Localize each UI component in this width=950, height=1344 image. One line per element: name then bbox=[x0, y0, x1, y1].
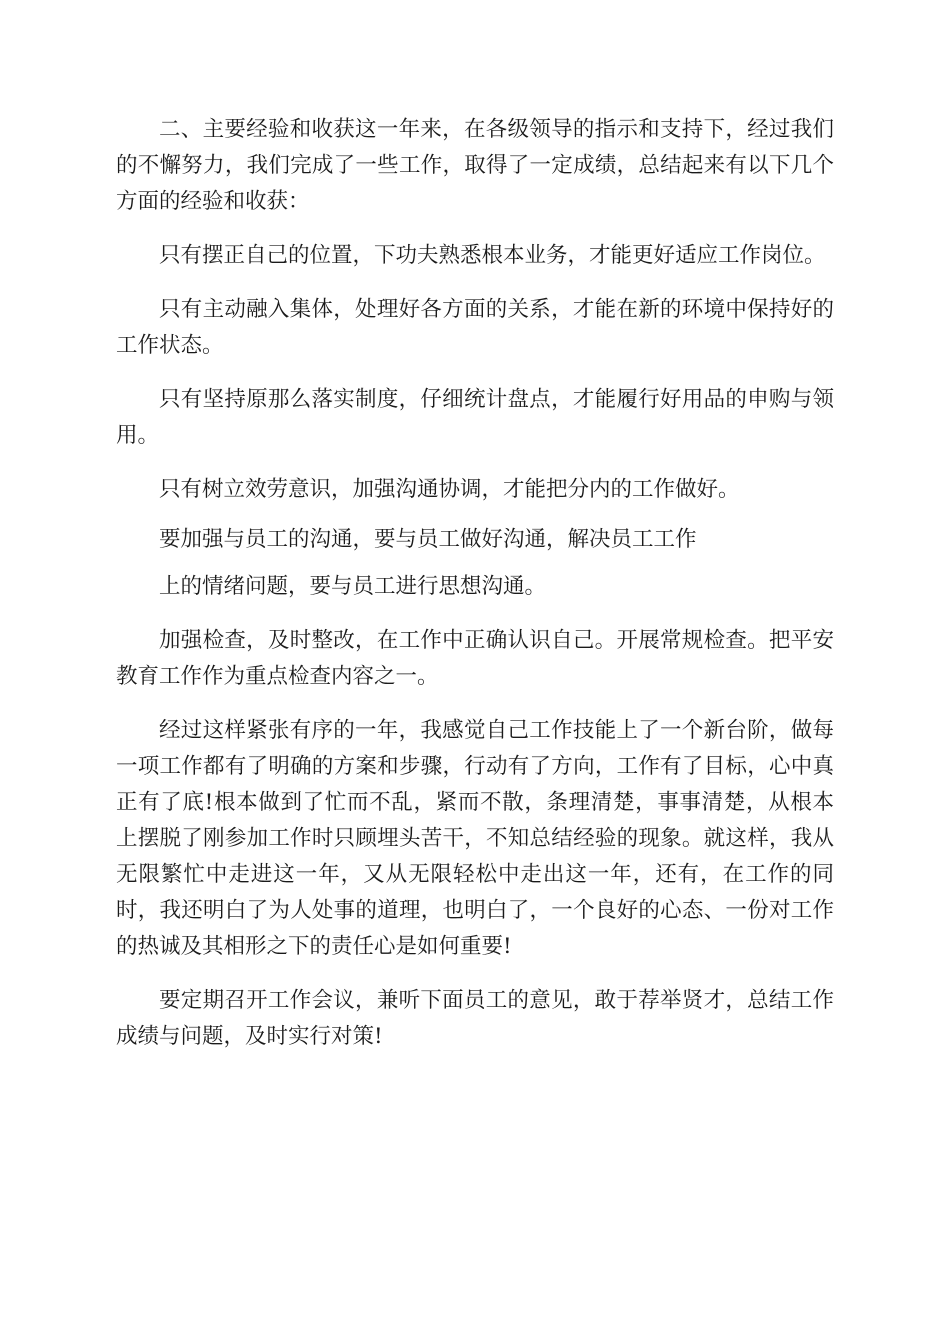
paragraph-meetings: 要定期召开工作会议，兼听下面员工的意见，敢于荐举贤才，总结工作成绩与问题，及时实行对策! bbox=[116, 988, 834, 1049]
paragraph-system: 只有坚持原那么落实制度，仔细统计盘点，才能履行好用品的申购与领用。 bbox=[116, 387, 834, 448]
paragraph-reflection: 经过这样紧张有序的一年，我感觉自己工作技能上了一个新台阶，做每一项工作都有了明确的方案和步骤，行动有了方向，工作有了目标，心中真正有了底!根本做到了忙而不乱，紧而不散，条理清楚，事事清楚，从根本上摆脱了刚参加工作时只顾埋头苦干，不知总结经验的现象。就这样，我从无限繁忙中走进这一年，又从无限轻松中走出这一年，还有，在工作的同时，我还明白了为人处事的道理，也明白了，一个良好的心态、一份对工作的热诚及其相形之下的责任心是如何重要! bbox=[116, 718, 834, 959]
paragraph-intro: 二、主要经验和收获这一年来，在各级领导的指示和支持下，经过我们的不懈努力，我们完成了一些工作，取得了一定成绩，总结起来有以下几个方面的经验和收获： bbox=[116, 117, 834, 214]
paragraph-position: 只有摆正自己的位置，下功夫熟悉根本业务，才能更好适应工作岗位。 bbox=[159, 243, 826, 268]
paragraph-inspection: 加强检查，及时整改，在工作中正确认识自己。开展常规检查。把平安教育工作作为重点检查内容之一。 bbox=[116, 628, 834, 689]
document-page bbox=[116, 112, 834, 1073]
paragraph-service: 只有树立效劳意识，加强沟通协调，才能把分内的工作做好。 bbox=[159, 477, 740, 502]
paragraph-emotion: 上的情绪问题，要与员工进行思想沟通。 bbox=[159, 574, 547, 599]
paragraph-communication: 要加强与员工的沟通，要与员工做好沟通，解决员工工作 bbox=[159, 527, 697, 552]
paragraph-collective: 只有主动融入集体，处理好各方面的关系，才能在新的环境中保持好的工作状态。 bbox=[116, 297, 834, 358]
